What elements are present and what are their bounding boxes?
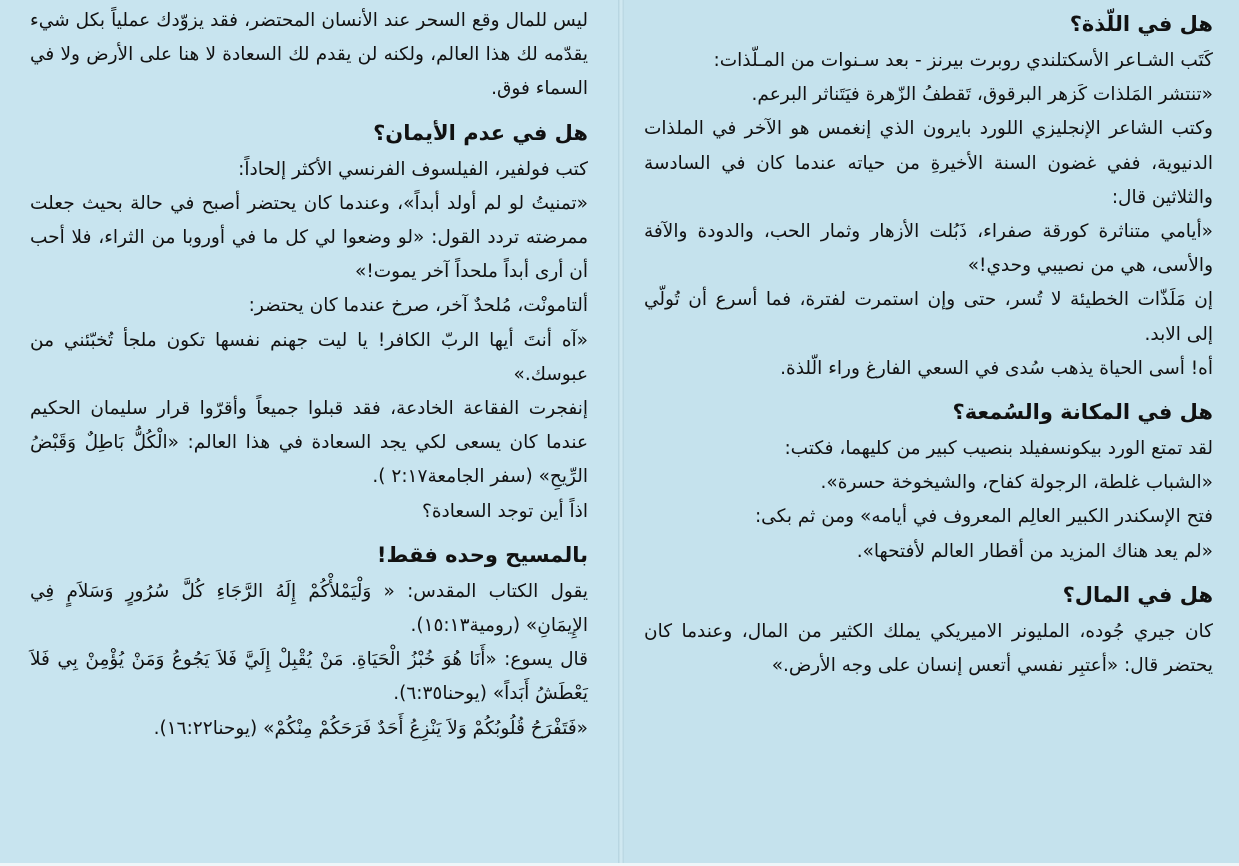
section-heading-unbelief: هل في عدم الأيمان؟ — [373, 120, 588, 145]
paragraph: إنفجرت الفقاعة الخادعة، فقد قبلوا جميعاً وأقرّوا قرار سليمان الحكيم عندما كان يسعى لكي يجد السعادة في هذا العالم: «الْكُلُّ بَاطِلٌ وَقَبْضُ الرِّيحِ» (سفر الجامعة٢:١٧ ). — [30, 398, 588, 488]
left-page — [0, 0, 618, 866]
right-page — [624, 0, 1239, 866]
paragraph: «تنتشر المَلذات كَزهر البرقوق، تَقطفُ الزّهرة فيَتَناثر البرعم. — [751, 84, 1213, 106]
paragraph: «آه أنتَ أيها الربّ الكافر! يا ليت جهنم نفسها تكون ملجأ تُخبّئني من عبوسك.» — [30, 329, 588, 385]
section-heading-money: هل في المال؟ — [1062, 582, 1213, 607]
paragraph: لقد تمتع الورد بيكونسفيلد بنصيب كبير من كليهما، فكتب: — [784, 438, 1213, 460]
paragraph: وكتب الشاعر الإنجليزي اللورد بايرون الذي إنغمس هو الآخر في الملذات الدنيوية، ففي غضون السنة الأخيرةِ من حياته عندما كان في السادسة والثلاثين قال: — [644, 118, 1213, 208]
paragraph: أه! أسى الحياة يذهب سُدى في السعي الفارغ وراء الّلذة. — [780, 357, 1213, 379]
paragraph: كان جيري جُوده، المليونر الاميريكي يملك الكثير من المال، وعندما كان يحتضر قال: «أعتبِر نفسي أتعس إنسان على وجه الأرض.» — [644, 620, 1213, 677]
paragraph: «الشباب غلطة، الرجولة كفاح، والشيخوخة حسرة». — [820, 472, 1213, 494]
paragraph: «تمنيتُ لو لم أولد أبداً»، وعندما كان يحتضر أصبح في حالة بحيث جعلت ممرضته تردد القول: «لو وضعوا لي كل ما في أوروبا من الثراء، فلا أحب أن أرى أبداً ملحداً آخر يموت!» — [30, 192, 588, 283]
paragraph: ألتامونْت، مُلحدٌ آخر، صرخ عندما كان يحتضر: — [248, 295, 588, 317]
paragraph: قال يسوع: «أَنَا هُوَ خُبْزُ الْحَيَاةِ. مَنْ يُقْبِلْ إِلَيَّ فَلاَ يَجُوعُ وَمَنْ يُؤْمِنْ بِي فَلاَ يَعْطَشُ أَبَداً» (يوحنا٦:٣٥). — [30, 649, 588, 705]
paragraph: «فَتَفْرَحُ قُلُوبُكُمْ وَلاَ يَنْزِعُ أَحَدٌ فَرَحَكُمْ مِنْكُمْ» (يوحنا١٦:٢٢). — [153, 717, 588, 739]
paragraph: «لم يعد هناك المزيد من أقطار العالم لأفتحها». — [856, 540, 1213, 562]
section-heading-fame: هل في المكانة والسُمعة؟ — [952, 400, 1213, 425]
paragraph: اذاً أين توجد السعادة؟ — [422, 500, 588, 522]
paragraph: «أيامي متناثرة كورقة صفراء، ذَبُلت الأزهار وثمار الحب، والدودة والآفة والأسى، هي من نصيبي وحدي!» — [644, 221, 1213, 277]
paragraph: كتب فولفير، الفيلسوف الفرنسي الأكثر إلحاداً: — [238, 158, 588, 180]
paragraph: كَتَب الشـاعر الأسكتلندي روبرت بيرنز - بعد سـنوات من المـلّذات: — [713, 50, 1213, 71]
paragraph: ليس للمال وقع السحر عند الأنسان المحتضر، فقد يزوّدك عملياً بكل شيء يقدّمه لك هذا العالم، ولكنه لن يقدم لك السعادة لا هنا على الأرض ولا في السماء فوق. — [30, 10, 588, 100]
paragraph: يقول الكتاب المقدس: « وَلْيَمْلأْكُمْ إِلَهُ الرَّجَاءِ كُلَّ سُرُورٍ وَسَلاَمٍ فِي الإِيمَانِ» (رومية١٥:١٣). — [30, 580, 588, 637]
section-heading-christ: بالمسيح وحده فقط! — [376, 542, 588, 567]
section-heading-pleasure: هل في اللّذة؟ — [1069, 12, 1213, 36]
paragraph: إن مَلَذّات الخطيئة لا تُسر، حتى وإن استمرت لفترة، فما أسرع أن تُولّي إلى الابد. — [644, 289, 1213, 345]
paragraph: فتح الإسكندر الكبير العالِم المعروف في أيامه» ومن ثم بكى: — [754, 506, 1213, 528]
